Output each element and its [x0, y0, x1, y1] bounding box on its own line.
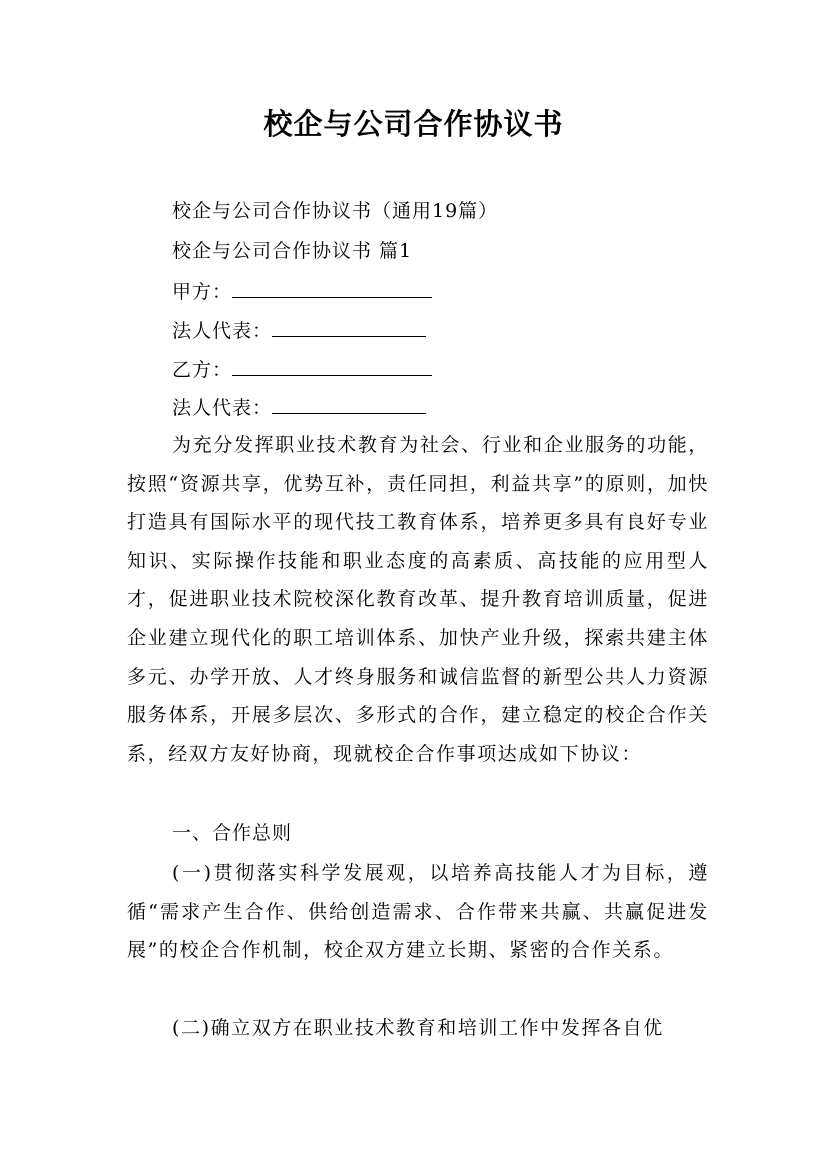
clause-one: (一)贯彻落实科学发展观，以培养高技能人才为目标，遵循“需求产生合作、供给创造需求、合作带来共赢、共赢促进发展”的校企合作机制，校企双方建立长期、紧密的合作关系。: [127, 862, 709, 962]
section-heading: 校企与公司合作协议书 篇1: [172, 240, 413, 262]
document-title: 校企与公司合作协议书: [263, 107, 564, 141]
party-b-rep-label: 法人代表：: [172, 397, 273, 419]
party-a-rep-line: [172, 316, 426, 344]
party-a-rep-label: 法人代表：: [172, 320, 273, 342]
party-b-rep-blank[interactable]: [272, 393, 426, 414]
party-b-label: 乙方：: [172, 359, 233, 381]
party-b-rep-line: [172, 393, 426, 421]
party-b-line: [172, 355, 432, 383]
party-b-blank[interactable]: [232, 355, 432, 376]
party-a-label: 甲方：: [172, 281, 233, 303]
intro-paragraph: 为充分发挥职业技术教育为社会、行业和企业服务的功能，按照“资源共享，优势互补，责任同担，利益共享”的原则，加快打造具有国际水平的现代技工教育体系，培养更多具有良好专业知识、实际操作技能和职业态度的高素质、高技能的应用型人才，促进职业技术院校深化教育改革、提升教育培训质量，促进企业建立现代化的职工培训体系、加快产业升级，探索共建主体多元、办学开放、人才终身服务和诚信监督的新型公共人力资源服务体系，开展多层次、多形式的合作，建立稳定的校企合作关系，经双方友好协商，现就校企合作事项达成如下协议：: [127, 434, 709, 765]
clause-two: (二)确立双方在职业技术教育和培训工作中发挥各自优: [172, 1017, 664, 1039]
party-a-blank[interactable]: [232, 277, 432, 298]
party-a-line: [172, 277, 432, 305]
document-subtitle: 校企与公司合作协议书（通用19篇）: [172, 200, 499, 222]
party-a-rep-blank[interactable]: [272, 316, 426, 337]
chapter-one-heading: 一、合作总则: [172, 822, 293, 844]
